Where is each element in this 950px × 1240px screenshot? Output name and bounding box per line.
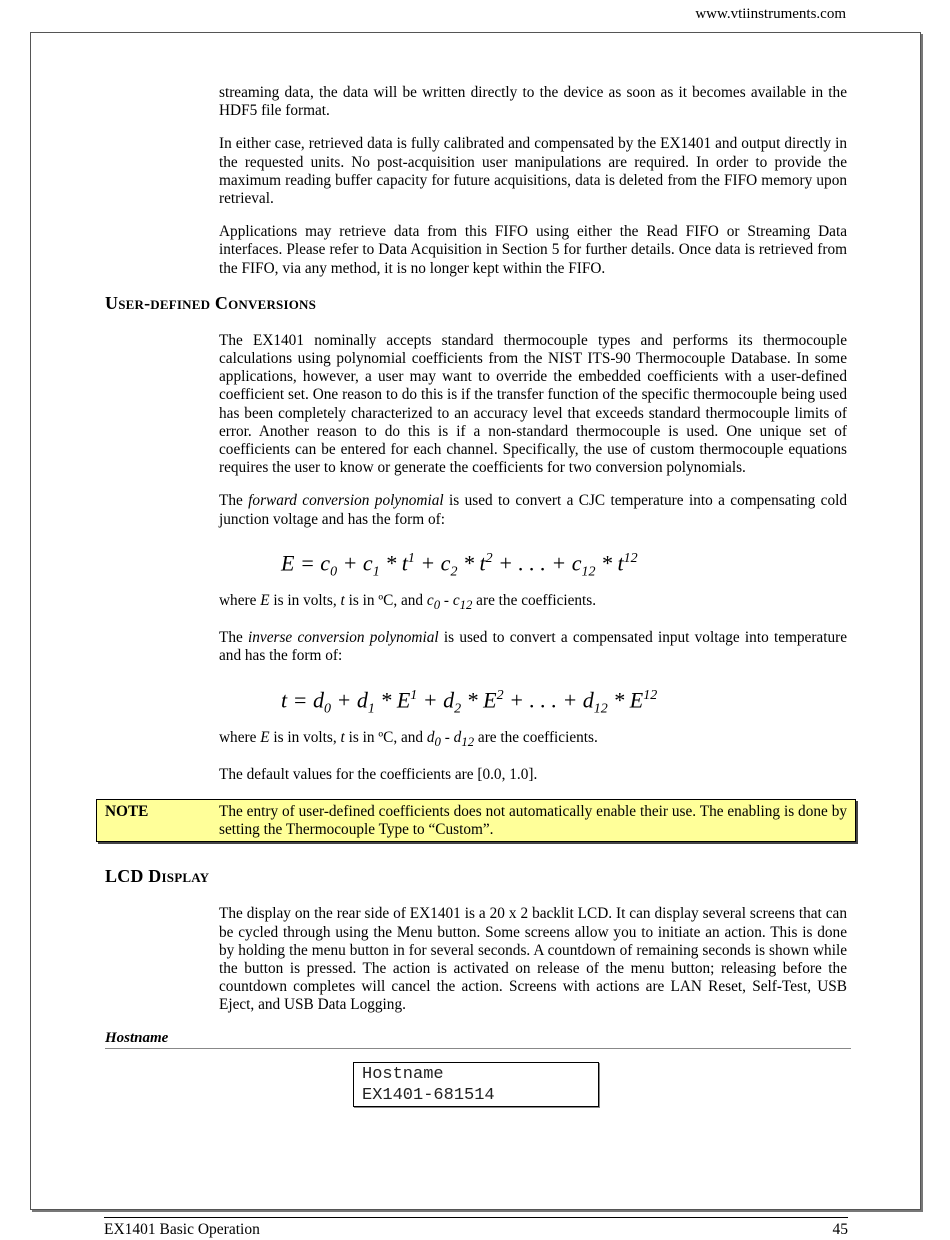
text: are the coefficients. bbox=[474, 728, 598, 746]
paragraph: streaming data, the data will be written directly to the device as soon as it becomes available in the HDF5 file format. bbox=[219, 84, 847, 120]
term-inverse: inverse conversion polynomial bbox=[248, 629, 439, 647]
defaults-paragraph: The default values for the coefficients are [0.0, 1.0]. bbox=[219, 765, 538, 783]
lcd-line: Hostname bbox=[362, 1064, 444, 1084]
section-heading-user-defined-conversions: User-defined Conversions bbox=[105, 292, 317, 313]
text: where bbox=[219, 591, 261, 609]
text: The bbox=[219, 629, 249, 647]
page-content bbox=[105, 84, 847, 1107]
section-heading-lcd-display: LCD Display bbox=[105, 866, 210, 887]
var: c bbox=[426, 591, 434, 609]
inverse-where bbox=[219, 729, 847, 751]
var: E bbox=[260, 591, 270, 609]
section-body-conversions bbox=[219, 332, 847, 784]
forward-equation: $E = c_0 + c_1 * t^1 + c_2 * t^2$ + . . . + $c_{12} * t^{12}$ bbox=[281, 550, 638, 580]
paragraph: In either case, retrieved data is fully calibrated and compensated by the EX1401 and output directly in the requested units. No post-acquisition user manipulations are required. In order to provide the maximum reading buffer capacity for future acquisitions, data is deleted from the FIFO memory upon retrieval. bbox=[219, 135, 847, 208]
paragraph: The EX1401 nominally accepts standard thermocouple types and performs its thermocouple calculations using polynomial coefficients from the NIST ITS-90 Thermocouple Database. In some applications, however, a user may want to override the embedded coefficients with a user-defined coefficient set. One reason to do this is if the transfer function of the specific thermocouple being used has been completely characterized to an accuracy level that exceeds standard thermocouple limits of error. Another reason to do this is if a non-standard thermocouple is used. One unique set of coefficients can be entered for each channel. Specifically, the use of custom thermocouple equations requires the user to know or generate the coefficients for two conversion polynomials. bbox=[219, 331, 847, 477]
subheading-hostname: Hostname bbox=[105, 1030, 851, 1049]
var: d bbox=[426, 728, 435, 746]
var: c bbox=[452, 591, 460, 609]
text: is in ºC, and bbox=[344, 728, 427, 746]
text: - bbox=[440, 591, 453, 609]
var-sub: 0 bbox=[434, 734, 441, 749]
forward-polynomial-description bbox=[219, 492, 847, 528]
lcd-screen bbox=[353, 1062, 599, 1107]
text: The bbox=[219, 492, 249, 510]
page-footer bbox=[104, 1217, 848, 1239]
var: t bbox=[340, 728, 345, 746]
var-sub: 12 bbox=[461, 734, 475, 749]
text: is in volts, bbox=[269, 591, 341, 609]
section-body-lcd bbox=[219, 905, 847, 1014]
var: E bbox=[260, 728, 270, 746]
footer-title: EX1401 Basic Operation bbox=[104, 1221, 260, 1238]
text: - bbox=[440, 728, 454, 746]
page-number: 45 bbox=[832, 1221, 848, 1238]
paragraph: The display on the rear side of EX1401 is a 20 x 2 backlit LCD. It can display several screens that can be cycled through using the Menu button. Some screens allow you to initiate an action. This is done by holding the menu button in for several seconds. A countdown of remaining seconds is shown while the button is pressed. The action is activated on release of the menu button; releasing before the countdown completes will cancel the action. Screens with actions are LAN Reset, Self-Test, USB Eject, and USB Data Logging. bbox=[219, 905, 847, 1014]
inverse-equation: $t = d_0 + d_1 * E^1 + d_2 * E^2$ + . . . + $d_{12} * E^{12}$ bbox=[281, 686, 658, 717]
note-box bbox=[96, 799, 856, 842]
var: t bbox=[340, 591, 345, 609]
text: is used to convert a CJC temperature into a compensating cold junction voltage and has the form of: bbox=[219, 492, 847, 528]
forward-where bbox=[219, 592, 847, 614]
text: where bbox=[219, 728, 261, 746]
note-text: The entry of user-defined coefficients does not automatically enable their use. The enabling is done by setting the Thermocouple Type to “Custom”. bbox=[219, 802, 847, 839]
text: is in ºC, and bbox=[344, 591, 427, 609]
var-sub: 0 bbox=[433, 597, 441, 612]
top-text bbox=[219, 84, 847, 278]
text: is in volts, bbox=[269, 728, 341, 746]
lcd-line: EX1401-681514 bbox=[362, 1085, 495, 1105]
paragraph: Applications may retrieve data from this FIFO using either the Read FIFO or Streaming Data interfaces. Please refer to Data Acquisition in Section 5 for further details. Once data is retrieved from the FIFO, via any method, it is no longer kept within the FIFO. bbox=[219, 223, 847, 277]
var: d bbox=[453, 728, 462, 746]
text: is used to convert a compensated input voltage into temperature and has the form of: bbox=[219, 629, 848, 665]
var-sub: 12 bbox=[459, 597, 473, 612]
inverse-polynomial-description bbox=[219, 629, 847, 665]
text: are the coefficients. bbox=[472, 591, 597, 609]
header-url: www.vtiinstruments.com bbox=[695, 6, 846, 22]
term-forward: forward conversion polynomial bbox=[248, 492, 444, 510]
note-label: NOTE bbox=[105, 802, 149, 820]
